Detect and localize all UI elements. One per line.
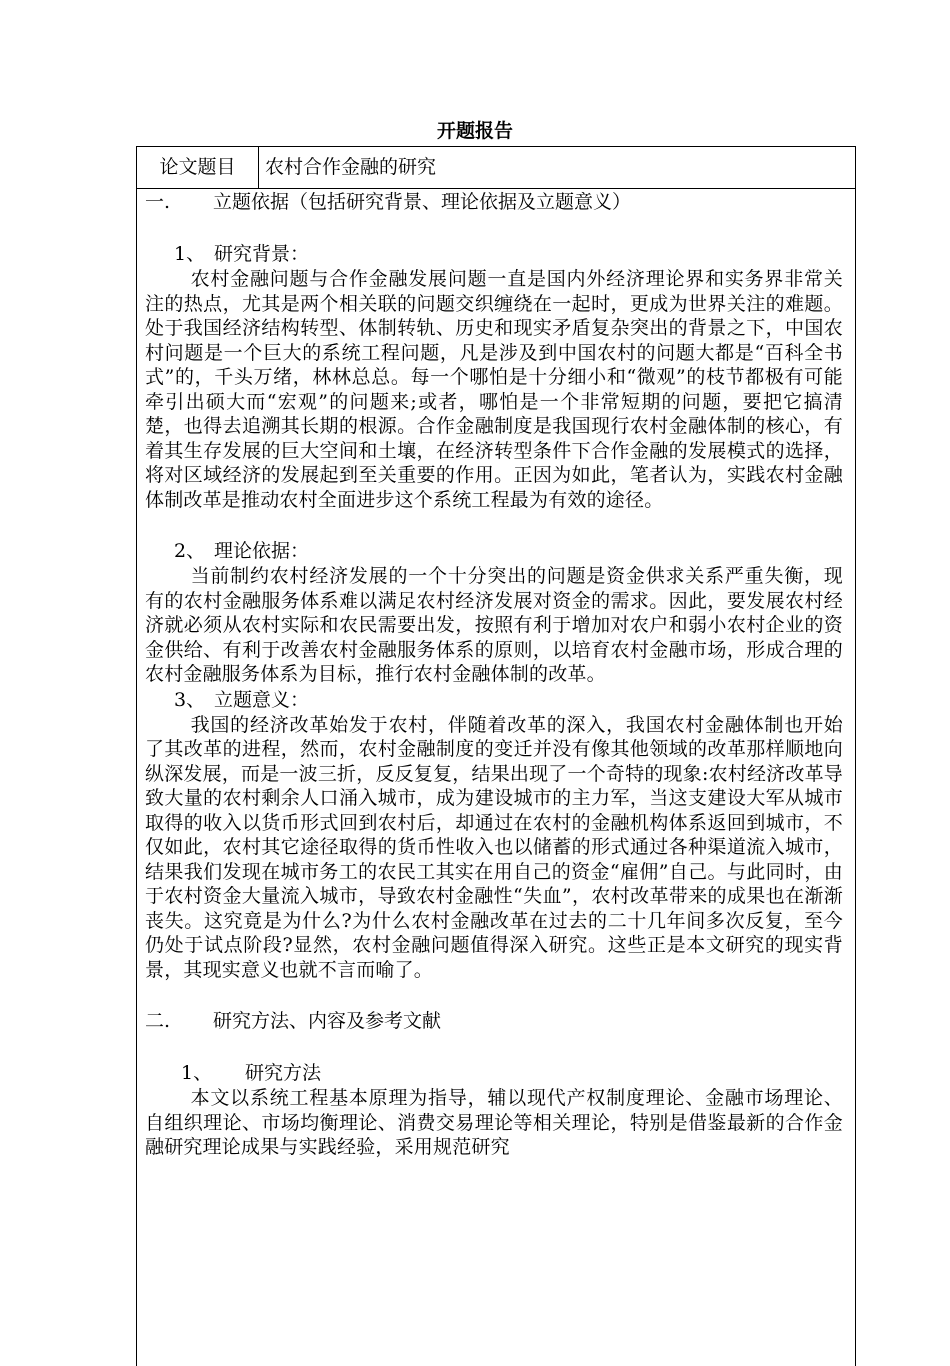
- research-method-number: 1、: [181, 1062, 213, 1084]
- research-method-heading: [137, 1060, 855, 1086]
- section-2-number: 二.: [145, 1010, 171, 1032]
- research-background-heading: [137, 241, 855, 267]
- report-table: [136, 146, 856, 1366]
- significance-number: 3、: [174, 688, 206, 711]
- theory-basis-number: 2、: [174, 540, 206, 562]
- section-1-heading: [137, 189, 855, 215]
- significance-heading: [137, 687, 855, 713]
- research-background-title: 研究背景：: [214, 243, 310, 265]
- section-2-title: 研究方法、内容及参考文献: [213, 1010, 442, 1032]
- significance-text: 我国的经济改革始发于农村，伴随着改革的深入，我国农村金融体制也开始了其改革的进程，然而，农村金融制度的变迁并没有像其他领域的改革那样顺地向纵深发展，而是一波三折，反反复复，结果出现了一个奇特的现象:农村经济改革导致大量的农村剩余人口涌入城市，成为建设城市的主力军，当这支建设大军从城市取得的收入以货币形式回到农村后，却通过在农村的金融机构体系返回到城市，不仅如此，农村其它途径取得的货币性收入也以储蓄的形式通过各种渠道流入城市，结果我们发现在城市务工的农民工其实在用自己的资金“雇佣”自己。与此同时，由于农村资金大量流入城市，导致农村金融性“失血”，农村改革带来的成果也在渐渐丧失。这究竟是为什么?为什么农村金融改革在过去的二十几年间多次反复，至今仍处于试点阶段?显然，农村金融问题值得深入研究。这些正是本文研究的现实背景，其现实意义也就不言而喻了。: [145, 713, 843, 981]
- thesis-title-value: 农村合作金融的研究: [265, 156, 437, 178]
- theory-basis-text: 当前制约农村经济发展的一个十分突出的问题是资金供求关系严重失衡，现有的农村金融服务体系难以满足农村经济发展对资金的需求。因此，要发展农村经济就必须从农村实际和农民需要出发，按照有利于增加对农户和弱小农村企业的资金供给、有利于改善农村金融服务体系的原则，以培育农村金融市场，形成合理的农村金融服务体系为目标，推行农村金融体制的改革。: [145, 565, 843, 685]
- section-1-title: 立题依据（包括研究背景、理论依据及立题意义）: [213, 191, 632, 213]
- thesis-title-label: 论文题目: [137, 147, 259, 188]
- research-method-title: 研究方法: [245, 1062, 322, 1084]
- theory-basis-title: 理论依据：: [214, 540, 310, 562]
- significance-title: 立题意义：: [214, 688, 310, 711]
- research-background-text: 农村金融问题与合作金融发展问题一直是国内外经济理论界和实务界非常关注的热点，尤其是两个相关联的问题交织缠绕在一起时，更成为世界关注的难题。处于我国经济结构转型、体制转轨、历史和现实矛盾复杂突出的背景之下，中国农村问题是一个巨大的系统工程问题，凡是涉及到中国农村的问题大都是“百科全书式”的，千头万绪，林林总总。每一个哪怕是十分细小和“微观”的枝节都极有可能牵引出硕大而“宏观”的问题来;或者，哪怕是一个非常短期的问题，要把它搞清楚，也得去追溯其长期的根源。合作金融制度是我国现行农村金融体制的核心，有着其生存发展的巨大空间和土壤，在经济转型条件下合作金融的发展模式的选择，将对区域经济的发展起到至关重要的作用。正因为如此，笔者认为，实践农村金融体制改革是推动农村全面进步这个系统工程最为有效的途径。: [145, 268, 843, 511]
- thesis-title-row: [137, 147, 855, 189]
- report-content: [137, 189, 855, 1160]
- research-method-text: 本文以系统工程基本原理为指导，辅以现代产权制度理论、金融市场理论、自组织理论、市场均衡理论、消费交易理论等相关理论，特别是借鉴最新的合作金融研究理论成果与实践经验，采用规范研究: [145, 1087, 843, 1158]
- theory-basis-heading: [137, 538, 855, 564]
- section-1-number: 一.: [145, 191, 171, 213]
- research-background-number: 1、: [174, 243, 206, 265]
- document-title: 开题报告: [436, 120, 513, 142]
- section-2-heading: [137, 1008, 855, 1034]
